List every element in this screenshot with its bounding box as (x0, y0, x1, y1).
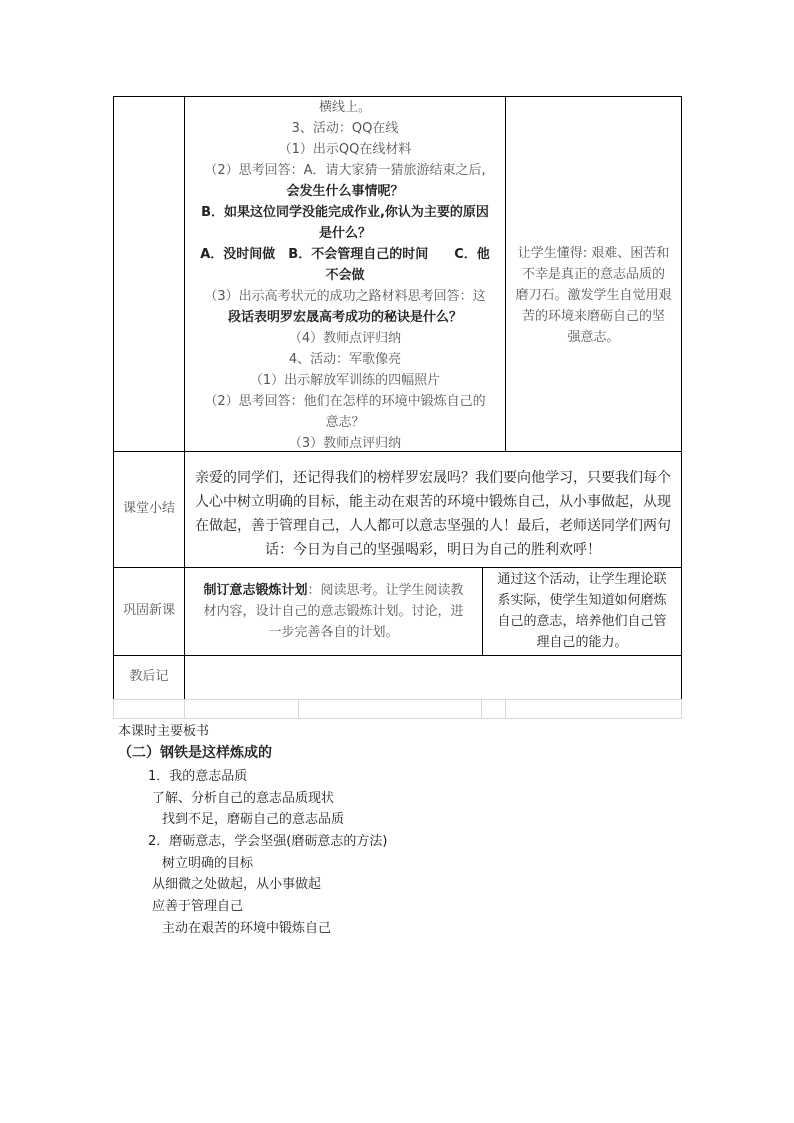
consolidate-purpose (484, 569, 680, 653)
purpose-line: 让学生懂得: 艰难、困苦和 (517, 246, 670, 261)
content-line: （3）教师点评归纳 (288, 436, 402, 451)
table-faint-line (681, 699, 682, 719)
consolidate-content (186, 580, 481, 643)
board-item: 从细微之处做起，从小事做起 (152, 877, 322, 892)
purpose-line: 自己的意志，培养他们自己管 (497, 614, 667, 629)
board-item: 2．磨砺意志，学会坚强(磨砺意志的方法) (148, 834, 388, 849)
table-faint-line (184, 699, 185, 719)
content-line: （1）出示解放军训练的四幅照片 (249, 373, 441, 388)
content-line: A．没时间做 B．不会管理自己的时间 C．他 (200, 247, 490, 262)
purpose-line: 磨刀石。激发学生自觉用艰 (515, 288, 672, 303)
board-item: 树立明确的目标 (162, 856, 254, 871)
table-faint-line (481, 699, 482, 719)
table-faint-line (298, 699, 299, 719)
content-line: 是什么？ (318, 226, 371, 241)
content-line: B．如果这位同学没能完成作业,你认为主要的原因 (201, 205, 489, 220)
summary-line: 亲爱的同学们，还记得我们的榜样罗宏晟吗？我们要向他学习，只要我们每个 (195, 470, 671, 486)
purpose-line: 苦的环境来磨砺自己的坚 (521, 309, 665, 324)
table-col-divider (505, 96, 506, 451)
content-line: 段话表明罗宏晟高考成功的秘诀是什么？ (227, 310, 462, 325)
content-line: 材内容，设计自己的意志锻炼计划。讨论，进 (203, 604, 464, 619)
board-item: 1．我的意志品质 (148, 769, 248, 784)
afterword-label: 教后记 (129, 669, 169, 684)
activity-purpose (507, 243, 680, 348)
board-item: 了解、分析自己的意志品质现状 (152, 791, 335, 806)
board-item: 找到不足，磨砺自己的意志品质 (162, 812, 345, 827)
content-line: ：阅读思考。让学生阅读教 (307, 583, 464, 598)
purpose-line: 系实际，使学生知道如何磨炼 (497, 593, 667, 608)
table-faint-line (113, 718, 682, 719)
summary-text (186, 466, 680, 562)
table-faint-line (505, 699, 506, 719)
board-item: 主动在艰苦的环境中锻炼自己 (162, 921, 332, 936)
purpose-line: 强意志。 (567, 330, 620, 345)
board-item: 应善于管理自己 (152, 899, 244, 914)
content-line: （3）出示高考状元的成功之路材料思考回答：这 (204, 289, 486, 304)
summary-line: 在做起，善于管理自己，人人都可以意志坚强的人！最后，老师送同学们两句 (195, 518, 671, 534)
purpose-line: 不幸是真正的意志品质的 (521, 267, 665, 282)
activity-content (186, 97, 504, 454)
content-line: （2）思考回答：A．请大家猜一猜旅游结束之后, (204, 163, 486, 178)
content-line: （2）思考回答：他们在怎样的环境中锻炼自己的 (204, 394, 486, 409)
table-col-divider (482, 567, 483, 655)
content-line: 3、活动：QQ在线 (291, 121, 399, 136)
purpose-line: 通过这个活动，让学生理论联 (497, 572, 667, 587)
table-col-divider (184, 96, 185, 699)
table-row-divider (113, 655, 682, 656)
table-faint-line (113, 699, 682, 700)
table-faint-line (113, 699, 114, 719)
content-line: 一步完善各自的计划。 (268, 625, 399, 640)
board-heading: 本课时主要板书 (118, 724, 210, 739)
content-line: （1）出示QQ在线材料 (278, 142, 412, 157)
content-line: 不会做 (325, 268, 365, 283)
consolidate-label: 巩固新课 (122, 603, 175, 618)
content-line: 4、活动：军歌像亮 (288, 352, 402, 367)
board-title: （二）钢铁是这样炼成的 (118, 745, 272, 761)
summary-line: 人心中树立明确的目标，能主动在艰苦的环境中锻炼自己，从小事做起，从现 (195, 494, 671, 510)
content-line: 横线上。 (318, 100, 371, 115)
content-line: 会发生什么事情呢？ (286, 184, 404, 199)
purpose-line: 理自己的能力。 (536, 635, 628, 650)
table-row-divider (113, 567, 682, 568)
plan-title: 制订意志锻炼计划 (203, 583, 308, 598)
summary-label: 课堂小结 (122, 501, 175, 516)
content-line: （4）教师点评归纳 (288, 331, 402, 346)
content-line: 意志？ (325, 415, 365, 430)
table-border-right (681, 96, 682, 699)
summary-line: 话：今日为自己的坚强喝彩，明日为自己的胜利欢呼！ (265, 542, 601, 558)
